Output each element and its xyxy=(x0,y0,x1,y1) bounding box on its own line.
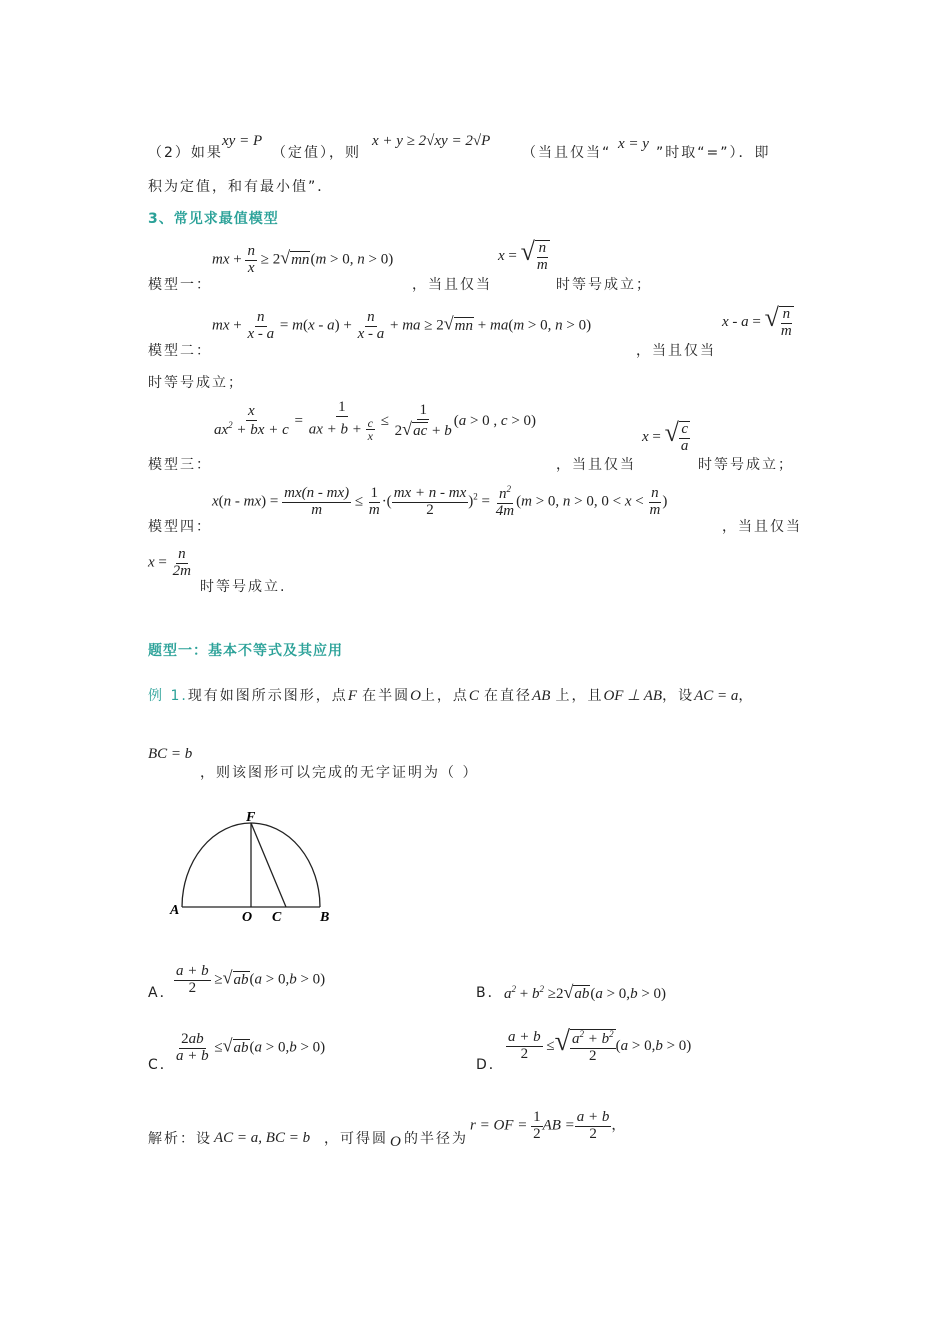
model2-condition: x - a = √ $\frac{n}{m}$ xyxy=(722,303,792,339)
option-a-label[interactable]: A． xyxy=(148,985,176,1001)
label-c: C xyxy=(272,910,282,925)
example1-text5: 上，且 xyxy=(555,688,604,704)
model2-end: 时等号成立； xyxy=(148,375,244,391)
model2-tail: ，当且仅当 xyxy=(636,343,716,359)
model1-end: 时等号成立； xyxy=(556,277,652,293)
option-b-formula[interactable]: $a^2 + b^2 \ge 2√ab(a > 0,b > 0)$ xyxy=(504,982,667,1002)
line1-part2: （定值），则 xyxy=(272,145,361,161)
model3-label: 模型三： xyxy=(148,457,212,473)
solution-r-eq-of: r = OF = xyxy=(470,1117,528,1134)
option-d-label[interactable]: D． xyxy=(476,1057,505,1073)
option-a-formula[interactable]: $\frac{a + b}{2}$ ≥√ab(a > 0,b > 0) xyxy=(176,963,326,996)
label-o: O xyxy=(242,910,253,925)
solution-ab-eq: AB = xyxy=(542,1117,575,1134)
example1-text2: 在半圆 xyxy=(362,688,411,704)
example1-comma: ， xyxy=(738,688,755,704)
model4-tail: ，当且仅当 xyxy=(722,519,802,535)
formula-x-eq-y: x = y xyxy=(618,136,649,152)
point-f: F xyxy=(347,688,357,704)
ac-eq-a: AC = a xyxy=(694,688,739,704)
option-b-label[interactable]: B． xyxy=(476,985,504,1001)
option-d-formula[interactable]: $\frac{a + b}{2}$ ≤√ $\frac{a^2 + b^2}{2}$ (a > 0,b > 0) xyxy=(508,1026,692,1064)
segment-fc xyxy=(251,823,286,907)
label-f: F xyxy=(246,810,256,825)
model3-end: 时等号成立； xyxy=(698,457,794,473)
semicircle-figure xyxy=(160,810,350,930)
example1-text3: 上，点 xyxy=(420,688,469,704)
formula-am-gm: x + y ≥ 2√xy = 2√P xyxy=(372,133,491,149)
model1-tail: ，当且仅当 xyxy=(412,277,492,293)
bc-eq-b: BC = b xyxy=(148,746,193,762)
point-c: C xyxy=(468,688,479,704)
model1-condition: x = √ $\frac{n}{m}$ xyxy=(498,237,548,273)
example1-text1: 现有如图所示图形，点 xyxy=(187,688,348,704)
example1-text4: 在直径 xyxy=(484,688,533,704)
model1-label: 模型一： xyxy=(148,277,212,293)
line1-part1: （2）如果 xyxy=(148,145,223,161)
model3-tail: ，当且仅当 xyxy=(556,457,636,473)
segment-ab: AB xyxy=(532,688,551,704)
model3-formula: $\frac{x}{ax^2 + bx + c}$ = 1 ax + b + $\frac{c}{x}$ ≤ $\frac{1}{2√ac + b}$ (a > 0 , c > 0) xyxy=(214,399,537,444)
line2-text: 积为定值，和有最小值”． xyxy=(148,179,334,195)
example1-label: 例 1. xyxy=(148,688,188,704)
example1-line1 xyxy=(148,685,754,705)
solution-end: ， xyxy=(611,1117,628,1134)
label-b: B xyxy=(320,910,330,925)
example1-question: ，则该图形可以完成的无字证明为（ ） xyxy=(200,765,479,781)
solution-radius-formula: r = OF = $\frac{1}{2}$ AB = $\frac{a + b}{2}$ ， xyxy=(470,1109,628,1142)
solution-text2: ，可得圆 xyxy=(324,1131,388,1147)
model2-label: 模型二： xyxy=(148,343,212,359)
circle-o: O xyxy=(410,688,421,704)
formula-xy-eq-p: xy = P xyxy=(222,133,263,149)
type1-heading: 题型一：基本不等式及其应用 xyxy=(148,643,343,659)
model2-formula: mx + $\frac{n}{x - a}$ = m(x - a) + $\frac{n}{x - a}$ + ma ≥ 2√mn + ma(m > 0, n > 0) xyxy=(212,309,592,342)
model4-end: 时等号成立. xyxy=(200,579,287,595)
option-c-formula[interactable]: $\frac{2ab}{a + b}$ ≤√ab(a > 0,b > 0) xyxy=(176,1031,326,1064)
solution-ac-bc: AC = a, BC = b xyxy=(214,1130,311,1146)
example1-text6: ，设 xyxy=(662,688,695,704)
model4-condition: x = $\frac{n}{2m}$ xyxy=(148,546,191,579)
line1-part4: ”时取“=”）．即 xyxy=(656,145,771,161)
section3-heading: 3、常见求最值模型 xyxy=(148,211,279,227)
option-c-label[interactable]: C． xyxy=(148,1057,176,1073)
solution-label: 解析：设 xyxy=(148,1131,212,1147)
solution-text3: 的半径为 xyxy=(404,1131,468,1147)
model1-formula: mx + $\frac{n}{x}$ ≥ 2√mn(m > 0, n > 0) xyxy=(212,243,394,276)
solution-circle-o: O xyxy=(390,1134,401,1150)
perp-relation: OF ⊥ AB xyxy=(603,688,663,704)
model4-label: 模型四： xyxy=(148,519,212,535)
model4-formula: x(n - mx) = $\frac{mx(n - mx)}{m}$ ≤ $\frac{1}{m}$ ·( $\frac{mx + n - mx}{2}$ )$^2$ = $\frac{n^2}{4m}$ (m > 0, n > 0, 0 < x < $\frac{n}{m}$ ) xyxy=(212,484,668,519)
label-a: A xyxy=(170,903,180,918)
line1-part3: （当且仅当“ xyxy=(522,145,612,161)
model3-condition: x = √ $\frac{c}{a}$ xyxy=(642,418,689,454)
